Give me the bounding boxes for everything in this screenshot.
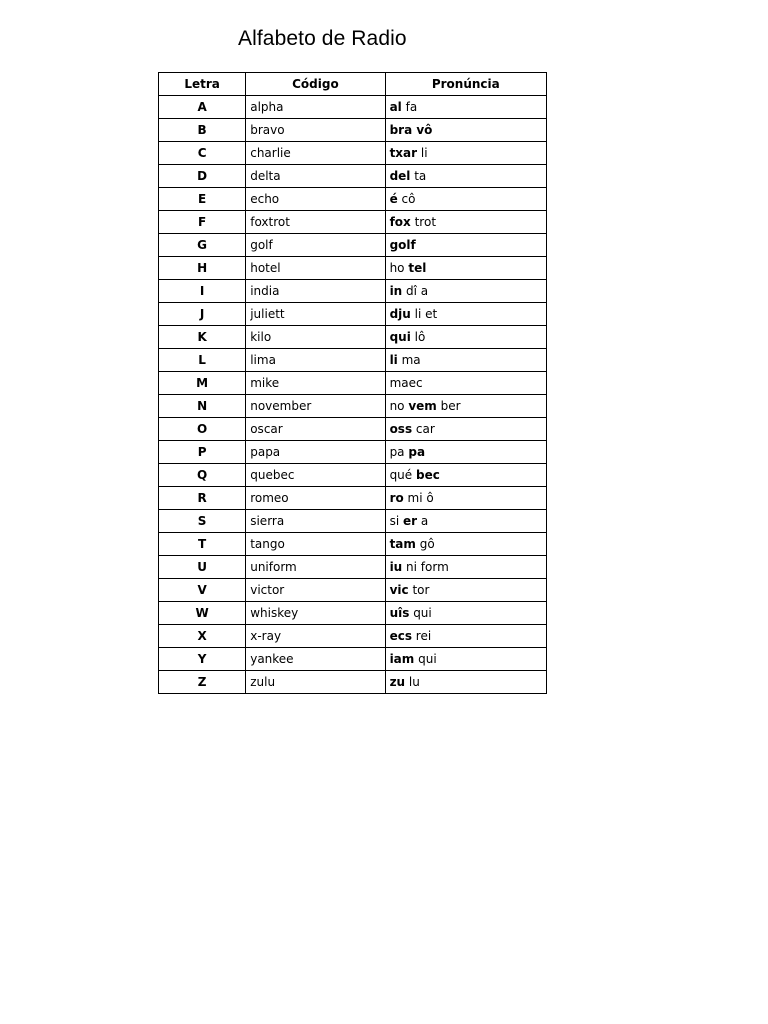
- pronunciation-cell: [385, 165, 546, 188]
- stressed-syllable: dju: [389, 307, 411, 321]
- pronunciation-cell: [385, 257, 546, 280]
- code-word-cell: alpha: [246, 96, 385, 119]
- table-row: [159, 625, 547, 648]
- letter-cell: N: [159, 395, 246, 418]
- table-row: [159, 395, 547, 418]
- letter-cell: D: [159, 165, 246, 188]
- pronunciation-cell: [385, 395, 546, 418]
- letter-cell: E: [159, 188, 246, 211]
- code-word-cell: golf: [246, 234, 385, 257]
- stressed-syllable: ro: [389, 491, 404, 505]
- syllable: ta: [410, 169, 427, 183]
- pronunciation-cell: [385, 119, 546, 142]
- pronunciation-cell: [385, 418, 546, 441]
- syllable: fa: [401, 100, 418, 114]
- syllable: ho: [389, 261, 409, 275]
- syllable: lô: [410, 330, 426, 344]
- stressed-syllable: del: [389, 169, 411, 183]
- syllable: si: [389, 514, 403, 528]
- pronunciation-cell: [385, 280, 546, 303]
- stressed-syllable: qui: [389, 330, 411, 344]
- code-word-cell: victor: [246, 579, 385, 602]
- syllable: cô: [397, 192, 416, 206]
- stressed-syllable: tam: [389, 537, 416, 551]
- pronunciation-cell: [385, 326, 546, 349]
- table-header-row: [159, 73, 547, 96]
- stressed-syllable: vem: [408, 399, 437, 413]
- letter-cell: Z: [159, 671, 246, 694]
- code-word-cell: oscar: [246, 418, 385, 441]
- stressed-syllable: in: [389, 284, 403, 298]
- table-row: [159, 257, 547, 280]
- stressed-syllable: bec: [415, 468, 440, 482]
- pronunciation-cell: [385, 602, 546, 625]
- header-pronuncia: Pronúncia: [385, 73, 546, 96]
- table-row: [159, 165, 547, 188]
- letter-cell: H: [159, 257, 246, 280]
- table-row: [159, 119, 547, 142]
- code-word-cell: lima: [246, 349, 385, 372]
- syllable: rei: [411, 629, 432, 643]
- pronunciation-cell: [385, 648, 546, 671]
- table-row: [159, 280, 547, 303]
- syllable: pa: [389, 445, 409, 459]
- table-row: [159, 211, 547, 234]
- syllable: dî a: [402, 284, 429, 298]
- letter-cell: G: [159, 234, 246, 257]
- code-word-cell: bravo: [246, 119, 385, 142]
- pronunciation-cell: [385, 349, 546, 372]
- table-row: [159, 142, 547, 165]
- code-word-cell: whiskey: [246, 602, 385, 625]
- stressed-syllable: tel: [408, 261, 427, 275]
- syllable: ber: [436, 399, 461, 413]
- syllable: tor: [408, 583, 430, 597]
- code-word-cell: foxtrot: [246, 211, 385, 234]
- pronunciation-cell: [385, 441, 546, 464]
- stressed-syllable: golf: [389, 238, 416, 252]
- letter-cell: B: [159, 119, 246, 142]
- syllable: ma: [397, 353, 421, 367]
- table-row: [159, 441, 547, 464]
- radio-alphabet-table: [158, 72, 547, 694]
- table-row: [159, 418, 547, 441]
- code-word-cell: x-ray: [246, 625, 385, 648]
- syllable: qué: [389, 468, 416, 482]
- pronunciation-cell: [385, 372, 546, 395]
- syllable: maec: [389, 376, 423, 390]
- pronunciation-cell: [385, 579, 546, 602]
- table-row: [159, 533, 547, 556]
- header-letra: Letra: [159, 73, 246, 96]
- pronunciation-cell: [385, 142, 546, 165]
- letter-cell: W: [159, 602, 246, 625]
- letter-cell: X: [159, 625, 246, 648]
- stressed-syllable: txar: [389, 146, 418, 160]
- syllable: no: [389, 399, 409, 413]
- letter-cell: T: [159, 533, 246, 556]
- syllable: lu: [405, 675, 420, 689]
- stressed-syllable: er: [402, 514, 418, 528]
- pronunciation-cell: [385, 464, 546, 487]
- letter-cell: O: [159, 418, 246, 441]
- code-word-cell: echo: [246, 188, 385, 211]
- pronunciation-cell: [385, 556, 546, 579]
- letter-cell: R: [159, 487, 246, 510]
- letter-cell: K: [159, 326, 246, 349]
- stressed-syllable: ecs: [389, 629, 412, 643]
- stressed-syllable: iam: [389, 652, 415, 666]
- page-title: Alfabeto de Radio: [238, 27, 407, 50]
- pronunciation-cell: [385, 188, 546, 211]
- table-row: [159, 234, 547, 257]
- code-word-cell: tango: [246, 533, 385, 556]
- code-word-cell: romeo: [246, 487, 385, 510]
- pronunciation-cell: [385, 303, 546, 326]
- stressed-syllable: li: [389, 353, 398, 367]
- table-row: [159, 487, 547, 510]
- pronunciation-cell: [385, 510, 546, 533]
- code-word-cell: november: [246, 395, 385, 418]
- syllable: trot: [410, 215, 437, 229]
- table-row: [159, 556, 547, 579]
- stressed-syllable: pa: [408, 445, 426, 459]
- syllable: a: [417, 514, 429, 528]
- letter-cell: M: [159, 372, 246, 395]
- letter-cell: F: [159, 211, 246, 234]
- stressed-syllable: zu: [389, 675, 406, 689]
- stressed-syllable: iu: [389, 560, 403, 574]
- syllable: qui: [414, 652, 437, 666]
- stressed-syllable: vic: [389, 583, 409, 597]
- syllable: qui: [409, 606, 432, 620]
- table-row: [159, 510, 547, 533]
- table-row: [159, 372, 547, 395]
- letter-cell: P: [159, 441, 246, 464]
- code-word-cell: kilo: [246, 326, 385, 349]
- code-word-cell: zulu: [246, 671, 385, 694]
- code-word-cell: quebec: [246, 464, 385, 487]
- code-word-cell: papa: [246, 441, 385, 464]
- table-row: [159, 349, 547, 372]
- table-row: [159, 602, 547, 625]
- code-word-cell: delta: [246, 165, 385, 188]
- letter-cell: U: [159, 556, 246, 579]
- letter-cell: I: [159, 280, 246, 303]
- table-row: [159, 464, 547, 487]
- table-row: [159, 303, 547, 326]
- syllable: car: [412, 422, 435, 436]
- letter-cell: S: [159, 510, 246, 533]
- code-word-cell: india: [246, 280, 385, 303]
- header-codigo: Código: [246, 73, 385, 96]
- code-word-cell: mike: [246, 372, 385, 395]
- code-word-cell: uniform: [246, 556, 385, 579]
- code-word-cell: juliett: [246, 303, 385, 326]
- code-word-cell: hotel: [246, 257, 385, 280]
- syllable: li et: [410, 307, 438, 321]
- table-row: [159, 579, 547, 602]
- table-row: [159, 671, 547, 694]
- table-row: [159, 96, 547, 119]
- table-row: [159, 648, 547, 671]
- letter-cell: L: [159, 349, 246, 372]
- stressed-syllable: bra vô: [389, 123, 433, 137]
- code-word-cell: charlie: [246, 142, 385, 165]
- pronunciation-cell: [385, 211, 546, 234]
- table-row: [159, 188, 547, 211]
- pronunciation-cell: [385, 533, 546, 556]
- letter-cell: C: [159, 142, 246, 165]
- code-word-cell: yankee: [246, 648, 385, 671]
- pronunciation-cell: [385, 234, 546, 257]
- stressed-syllable: uîs: [389, 606, 410, 620]
- stressed-syllable: fox: [389, 215, 411, 229]
- code-word-cell: sierra: [246, 510, 385, 533]
- letter-cell: Y: [159, 648, 246, 671]
- syllable: ni form: [402, 560, 449, 574]
- syllable: li: [417, 146, 428, 160]
- syllable: gô: [415, 537, 435, 551]
- letter-cell: A: [159, 96, 246, 119]
- letter-cell: Q: [159, 464, 246, 487]
- pronunciation-cell: [385, 671, 546, 694]
- letter-cell: V: [159, 579, 246, 602]
- table-row: [159, 326, 547, 349]
- pronunciation-cell: [385, 625, 546, 648]
- table-body: [159, 96, 547, 694]
- stressed-syllable: al: [389, 100, 402, 114]
- stressed-syllable: oss: [389, 422, 413, 436]
- syllable: mi ô: [403, 491, 434, 505]
- letter-cell: J: [159, 303, 246, 326]
- pronunciation-cell: [385, 487, 546, 510]
- pronunciation-cell: [385, 96, 546, 119]
- stressed-syllable: é: [389, 192, 398, 206]
